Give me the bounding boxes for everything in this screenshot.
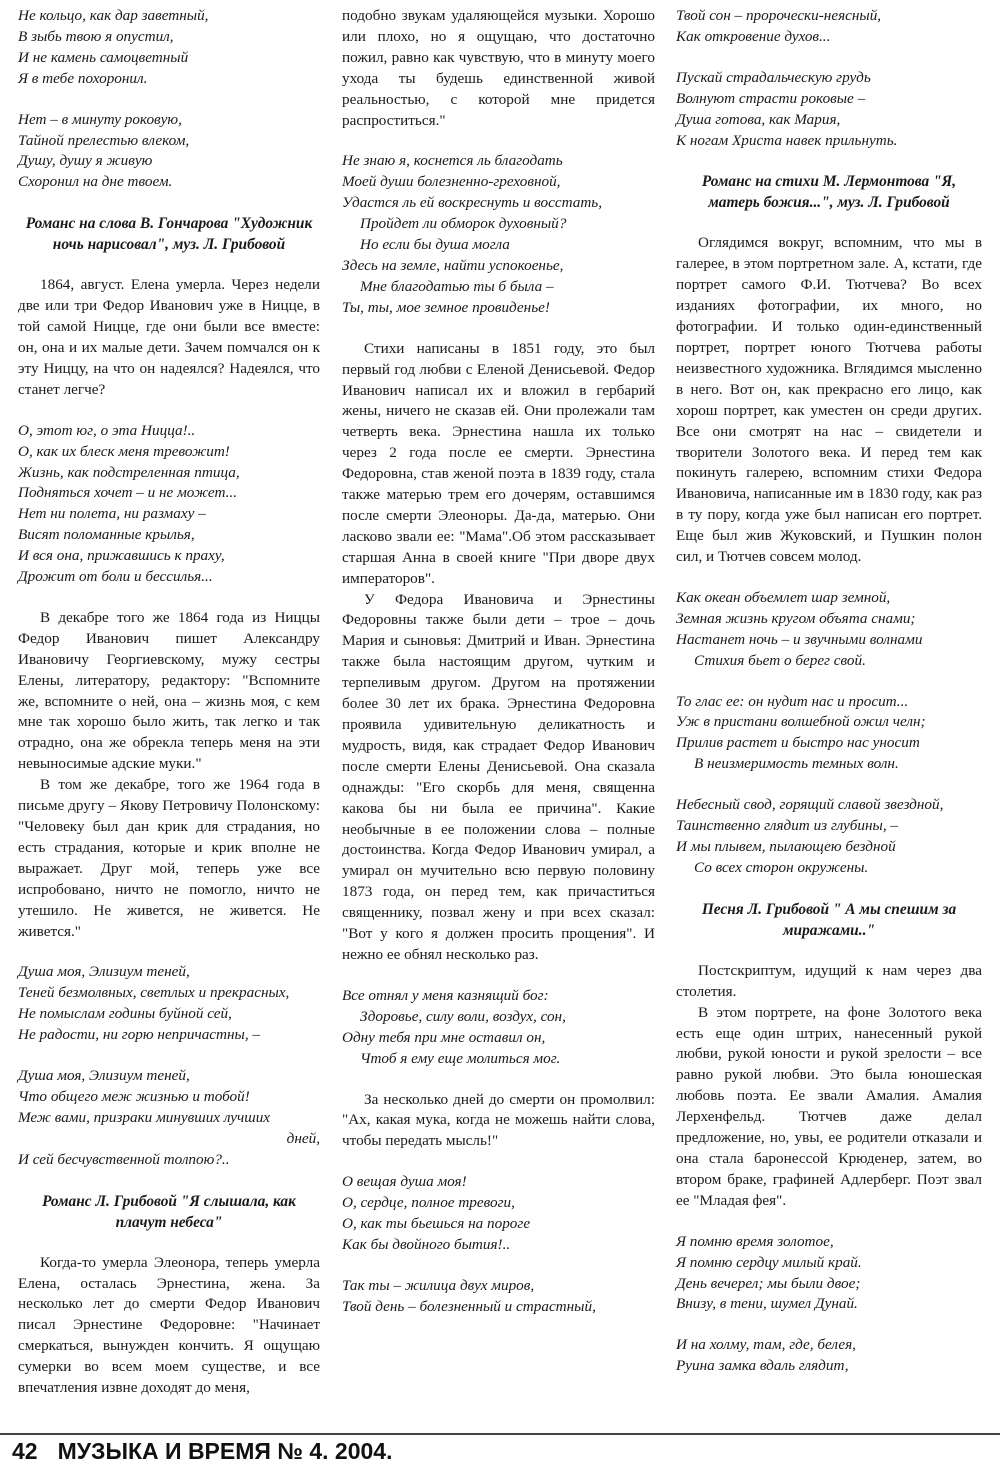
footer-rule — [0, 1433, 1000, 1435]
column-left — [18, 6, 320, 1399]
poem-line: Ты, ты, мое земное провиденье! — [342, 298, 550, 316]
poem-golden-time-1 — [676, 1232, 982, 1316]
poem-line: И мы плывем, пылающею бездной — [676, 838, 896, 855]
poem-line: Жизнь, как подстреленная птица, — [18, 463, 240, 481]
poem-grace — [342, 151, 655, 318]
poem-elysium-1 — [18, 962, 320, 1046]
poem-line: И вся она, прижавшись к праху, — [18, 547, 225, 565]
column-right — [676, 6, 982, 1377]
poem-line: Дрожит от боли и бессилья... — [18, 568, 213, 586]
poem-line: Висят поломанные крылья, — [18, 526, 195, 544]
poem-line: Я в тебе похоронил. — [18, 69, 148, 87]
poem-line: Я помню сердцу милый край. — [676, 1253, 862, 1271]
poem-line: О вещая душа моя! — [342, 1173, 467, 1191]
poem-line: Волнуют страсти роковые – — [676, 89, 866, 107]
poem-line: Пускай страдальческую грудь — [676, 68, 871, 86]
poem-line: Руина замка вдаль глядит, — [676, 1357, 849, 1375]
poem-ocean-1 — [676, 588, 982, 672]
poem-line: И на холму, там, где, белея, — [676, 1336, 856, 1354]
poem-line: Прилив растет и быстро нас уносит — [676, 734, 920, 752]
paragraph: Стихи написаны в 1851 году, это был первый год любви с Еленой Денисьевой. Федор Иванович написал их и вложил в гербарий жены, ничего не сказав ей. Они пролежали там четверть века. Эрнестина нашла их только через 2 года после ее смерти. Эрнестина Федоровна, став женой поэта в 1839 году, стала также матерью трем его дочерям, оставшимся после смерти Элеоноры. Да-да, матерью. Они ласково звали ее: "Мама".Об этом рассказывает старшая Анна в своей книге "При дворе двух императоров". — [342, 339, 655, 587]
poem-ocean-2 — [676, 692, 982, 776]
poem-line: Душа моя, Элизиум теней, — [18, 963, 190, 981]
poem-line: О, этот юг, о эта Ницца!.. — [18, 421, 196, 439]
poem-line: Не помыслам годины буйной сей, — [18, 1005, 232, 1023]
poem-line: День вечерел; мы были двое; — [676, 1274, 861, 1292]
poem-elysium-2 — [18, 1066, 320, 1171]
paragraph: За несколько дней до смерти он промолвил: "Ах, какая мука, когда не можешь найти слова, чтобы передать мысль!" — [342, 1090, 655, 1150]
poem-line: Так ты – жилица двух миров, — [342, 1276, 535, 1294]
poem-ring-verse-2 — [18, 110, 320, 194]
column-middle — [342, 6, 655, 1318]
poem-line: Теней безмолвных, светлых и прекрасных, — [18, 984, 290, 1002]
poem-line: И не камень самоцветный — [18, 48, 189, 66]
section-heading-goncharov: Романс на слова В. Гончарова "Художник ночь нарисовал", муз. Л. Грибовой — [25, 215, 313, 254]
poem-line: Как откровение духов... — [676, 27, 831, 45]
poem-line: Твой сон – пророчески-неясный, — [676, 7, 882, 24]
poem-line: То глас ее: он нудит нас и просит... — [676, 692, 909, 710]
poem-line: Небесный свод, горящий славой звездной, — [676, 796, 944, 814]
poem-two-worlds-cont — [676, 6, 982, 48]
paragraph: Оглядимся вокруг, вспомним, что мы в галерее, в этом портретном зале. А, кстати, где портрет самого Ф.И. Тютчева? Во всех изданиях фотографии, их много, но фотографии. И только один-единственный портрет, портрет юного Тютчева работы неизвестного художника. Вглядимся мысленно в него. Вот он, как прекрасно его лицо, как хорош портрет, как уместен он среди других. Все они смотрят на нас – свидетели и творители Золотого века. И перед тем как покинуть галерею, вспомним стихи Федора Ивановича, написанные им в 1830 году, как раз в ту пору, когда уже был написан его портрет. Еще был жив Жуковский, и Пушкин полон сил, и Тютчев совсем молод. — [676, 234, 982, 566]
poem-line: Стихия бьет о берег свой. — [694, 651, 866, 669]
poem-line: Таинственно глядит из глубины, – — [676, 817, 899, 835]
poem-suffering-breast — [676, 68, 982, 152]
poem-line: Как бы двойного бытия!.. — [342, 1235, 511, 1253]
poem-line: Мне благодатью ты б была – — [360, 277, 554, 295]
poem-line: Я помню время золотое, — [676, 1232, 834, 1250]
poem-line: И сей бесчувственной толпою?.. — [18, 1150, 230, 1168]
paragraph: В том же декабре, того же 1964 года в письме другу – Якову Петровичу Полонскому: "Человеку был дан крик для страдания, но есть страдания, которые и крик вполне не выражает. Друг мой, теперь уже все испробовано, ничто не помогло, ничто не утешило. Не живется, не живется. Не живется." — [18, 776, 320, 940]
poem-nice — [18, 421, 320, 588]
poem-line: Схоронил на дне твоем. — [18, 173, 173, 191]
poem-punishing-god — [342, 986, 655, 1070]
poem-line: Все отнял у меня казнящий бог: — [342, 986, 549, 1004]
poem-line: Душа моя, Элизиум теней, — [18, 1067, 190, 1085]
poem-line: дней, — [286, 1129, 320, 1147]
section-heading-mirages: Песня Л. Грибовой " А мы спешим за миражами.." — [701, 900, 957, 939]
poem-line: Нет – в минуту роковую, — [18, 110, 182, 128]
poem-line: Подняться хочет – и не может... — [18, 484, 238, 502]
paragraph: Постскриптум, идущий к нам через два столетия. — [676, 961, 982, 1000]
poem-two-worlds — [342, 1276, 655, 1318]
poem-line: Настанет ночь – и звучными волнами — [676, 630, 923, 648]
poem-line: Душу, душу я живую — [18, 152, 153, 170]
poem-line: Нет ни полета, ни размаху – — [18, 505, 206, 523]
paragraph: подобно звукам удаляющейся музыки. Хорошо или плохо, но я ощущаю, что достаточно пожил, равно как чувствую, что в минуту моего ухода ты будешь единственной живой реальностью, с которой мне придется распроститься." — [342, 7, 655, 129]
poem-line: О, как их блеск меня тревожит! — [18, 442, 230, 460]
poem-line: Пройдет ли обморок духовный? — [360, 215, 567, 233]
page-number: 42 — [12, 1438, 38, 1464]
poem-line: Внизу, в тени, шумел Дунай. — [676, 1295, 858, 1313]
poem-line: Одну тебя при мне оставил он, — [342, 1028, 546, 1046]
poem-line: О, как ты бьешься на пороге — [342, 1215, 531, 1233]
section-heading-lermontov: Романс на стихи М. Лермонтова "Я, матерь божия...", муз. Л. Грибовой — [701, 173, 957, 212]
poem-prophetic-soul — [342, 1172, 655, 1256]
poem-line: Чтоб я ему еще молиться мог. — [360, 1049, 561, 1067]
poem-line: В неизмеримость темных волн. — [694, 755, 899, 773]
poem-line: Не знаю я, коснется ль благодать — [342, 152, 563, 170]
poem-line: Не кольцо, как дар заветный, — [18, 7, 209, 24]
magazine-title: МУЗЫКА И ВРЕМЯ № 4. 2004. — [57, 1438, 393, 1464]
poem-line: Твой день – болезненный и страстный, — [342, 1297, 596, 1315]
page-footer — [12, 1437, 392, 1465]
paragraph: У Федора Ивановича и Эрнестины Федоровны также были дети – трое – дочь Мария и сыновья: Дмитрий и Иван. Эрнестина также была настоящим другом, чутким и терпеливым другом. Другом на протяжении более 30 лет их брака. Эрнестина Федоровна проявила удивительную деликатность и мудрость, видя, как страдает Федор Иванович после смерти Елены Денисьевой. Она сказала однажды: "Его скорбь для меня, священна какова бы ни была ее причина". Какие необычные в ее положении слова – полные достоинства. Когда Федор Иванович умирал, а умирал он мучительно всю первую половину 1873 года, он перед тем, как причаститься священнику, позвал жену и при всех сказал: "Вот у кого я должен просить прощения". И нежно ее обнял несколько раз. — [342, 590, 655, 963]
poem-line: Уж в пристани волшебной ожил челн; — [676, 713, 926, 731]
poem-line: Здесь на земле, найти успокоенье, — [342, 256, 564, 274]
poem-line: Меж вами, призраки минувших лучших — [18, 1108, 271, 1126]
poem-line: Здоровье, силу воли, воздух, сон, — [360, 1007, 566, 1025]
poem-line: Удастся ль ей воскреснуть и восстать, — [342, 194, 603, 212]
paragraph: В декабре того же 1864 года из Ниццы Федор Иванович пишет Александру Ивановичу Георгиевскому, мужу сестры Елены, литератору, редактору: "Вспомните же, вспомните о ней, она – жизнь моя, с кем мне так хорошо было жить, так легко и так отрадно, она же обрекла теперь меня на эти невыносимые адские муки." — [18, 608, 320, 773]
poem-line: Но если бы душа могла — [360, 236, 510, 254]
paragraph: 1864, август. Елена умерла. Через недели две или три Федор Иванович уже в Ницце, в той самой Ницце, где они были все вместе: он, она и их малые дети. Зачем помчался он к эту Ниццу, на что он надеялся? Надеялся, что станет легче? — [18, 276, 320, 398]
poem-ring-verse-1 — [18, 6, 320, 90]
poem-line: О, сердце, полное тревоги, — [342, 1194, 515, 1212]
poem-line: Душа готова, как Мария, — [676, 110, 841, 128]
poem-line: Моей души болезненно-греховной, — [342, 173, 561, 191]
poem-line: Тайной прелестью влеком, — [18, 131, 190, 149]
poem-line: Не радости, ни горю непричастны, – — [18, 1026, 261, 1044]
paragraph: Когда-то умерла Элеонора, теперь умерла Елена, осталась Эрнестина, жена. За несколько лет до смерти Федор Иванович писал Эрнестине Федоровне: "Начинает смеркаться, вынужден кончить. Я ощущаю сумерки во всем моем существе, и все впечатления извне доходят до меня, — [18, 1253, 320, 1397]
poem-line: Со всех сторон окружены. — [694, 858, 869, 876]
section-heading-heavens: Романс Л. Грибовой "Я слышала, как плачут небеса" — [42, 1192, 296, 1231]
poem-ocean-3 — [676, 795, 982, 879]
poem-line: В зыбь твою я опустил, — [18, 27, 174, 45]
poem-line: Как океан объемлет шар земной, — [676, 588, 891, 606]
poem-line: Земная жизнь кругом объята снами; — [676, 609, 916, 627]
poem-line: Что общего меж жизнью и тобой! — [18, 1087, 250, 1105]
poem-line: К ногам Христа навек прильнуть. — [676, 131, 898, 149]
paragraph: В этом портрете, на фоне Золотого века есть еще один штрих, нанесенный рукой любви, рукой юности и рукой зрелости – все равно рукой любви. Это была юношеская любовь поэта. Ее звали Амалия. Амалия Лерхенфельд. Тютчев даже делал предложение, но, увы, ее родители отказали и она стала баронессой Крюденер, затем, во втором браке, графиней Адлерберг. Поэт звал ее "Младая фея". — [676, 1003, 982, 1209]
poem-golden-time-2 — [676, 1335, 982, 1377]
